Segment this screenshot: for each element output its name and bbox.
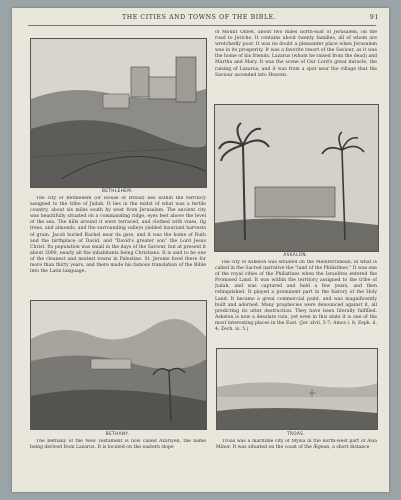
page-number: 91 — [369, 14, 379, 21]
bethlehem-text — [30, 196, 206, 296]
bethany-engraving — [30, 300, 207, 430]
troas-paragraph: Troas was a maritime city of Mysia in the north-west part of Asia Minor. It was situated on the coast of the Ægean, a short distance — [216, 439, 377, 451]
askalon-engraving — [214, 104, 379, 252]
header-rule — [28, 25, 376, 26]
bethany-caption: BETHANY. — [105, 431, 130, 436]
askalon-paragraph: The city of Askelon was situated on the Mediterranean, in what is called in the Sacred narrative the "land of the Philistines." It was one of the royal cities of the Philistines when the Israelites entered the Promised Land. It was within the territory assigned to the tribe of Judah, and was captured and held a few years, and then relinquished. It played a prominent part in the history of the Holy Land. It became a great commercial point, and was magnificently built and adorned. Many prophecies were denounced against it, all predicting its utter destruction. They have been literally fulfilled. Askelon is now a desolate ruin, yet even in this state it is one of the most interesting places in the East. (Jer. xlvii. 5-7; Amos i. 8; Zeph. ii. 4; Zech. ix. 5.) — [215, 260, 377, 333]
header-title: THE CITIES AND TOWNS OF THE BIBLE. — [122, 14, 277, 21]
askalon-caption: ASKALON. — [283, 252, 308, 257]
bethlehem-paragraph: The city of Bethlehem (or House of Bread) lies within the territory assigned to the tribe of Judah. It lies in the midst of what was a fertile country, about six miles south by west from Jerusalem. The ancient city was beautifully situated on a commanding ridge, eyes feet above the level of the sea. The hills around it were terraced, and clothed with vines, fig trees, and almonds, and the surrounding valleys yielded luxuriant harvests of grain. Jacob buried Rachel near its gate, and it was the home of Ruth and the birthplace of David, and "David's greater son" the Lord Jesus Christ. Its population was small in the days of the Saviour, but at present it about 3000, nearly all the inhabitants being Christians. It is said to be one of the cleanest and neatest towns in Palestine. St. Jerome lived there for more than thirty years, and there made his famous translation of the Bible into the Latin language. — [30, 196, 206, 275]
running-header — [12, 12, 389, 24]
askalon-text — [215, 260, 377, 342]
bethlehem-engraving — [30, 38, 207, 188]
bethlehem-caption: BETHLEHEM. — [102, 188, 133, 193]
book-page — [12, 8, 389, 492]
bethany-text — [30, 439, 206, 453]
troas-engraving — [216, 348, 378, 430]
troas-caption: TROAS. — [287, 431, 305, 436]
bethany-continued-text — [215, 30, 377, 100]
bethany-paragraph: The Bethany of the New Testament is now called Azariyeh, the name being derived from Lazarus. It is located on the eastern slope — [30, 439, 206, 451]
bethany-continued-paragraph: of Mount Olivet, about two miles north-east of Jerusalem, on the road to Jericho. It contains about twenty families, all of whom are wretchedly poor. It was no doubt a pleasanter place when Jerusalem was in its prosperity. It was a favorite resort of the Saviour, as it was the home of his friends, Lazarus (whom he raised from the dead) and Martha and Mary. It was the scene of Our Lord's great miracle, the raising of Lazarus; and it was from a spot near the village that the Saviour ascended into Heaven. — [215, 30, 377, 78]
troas-text — [216, 439, 377, 453]
